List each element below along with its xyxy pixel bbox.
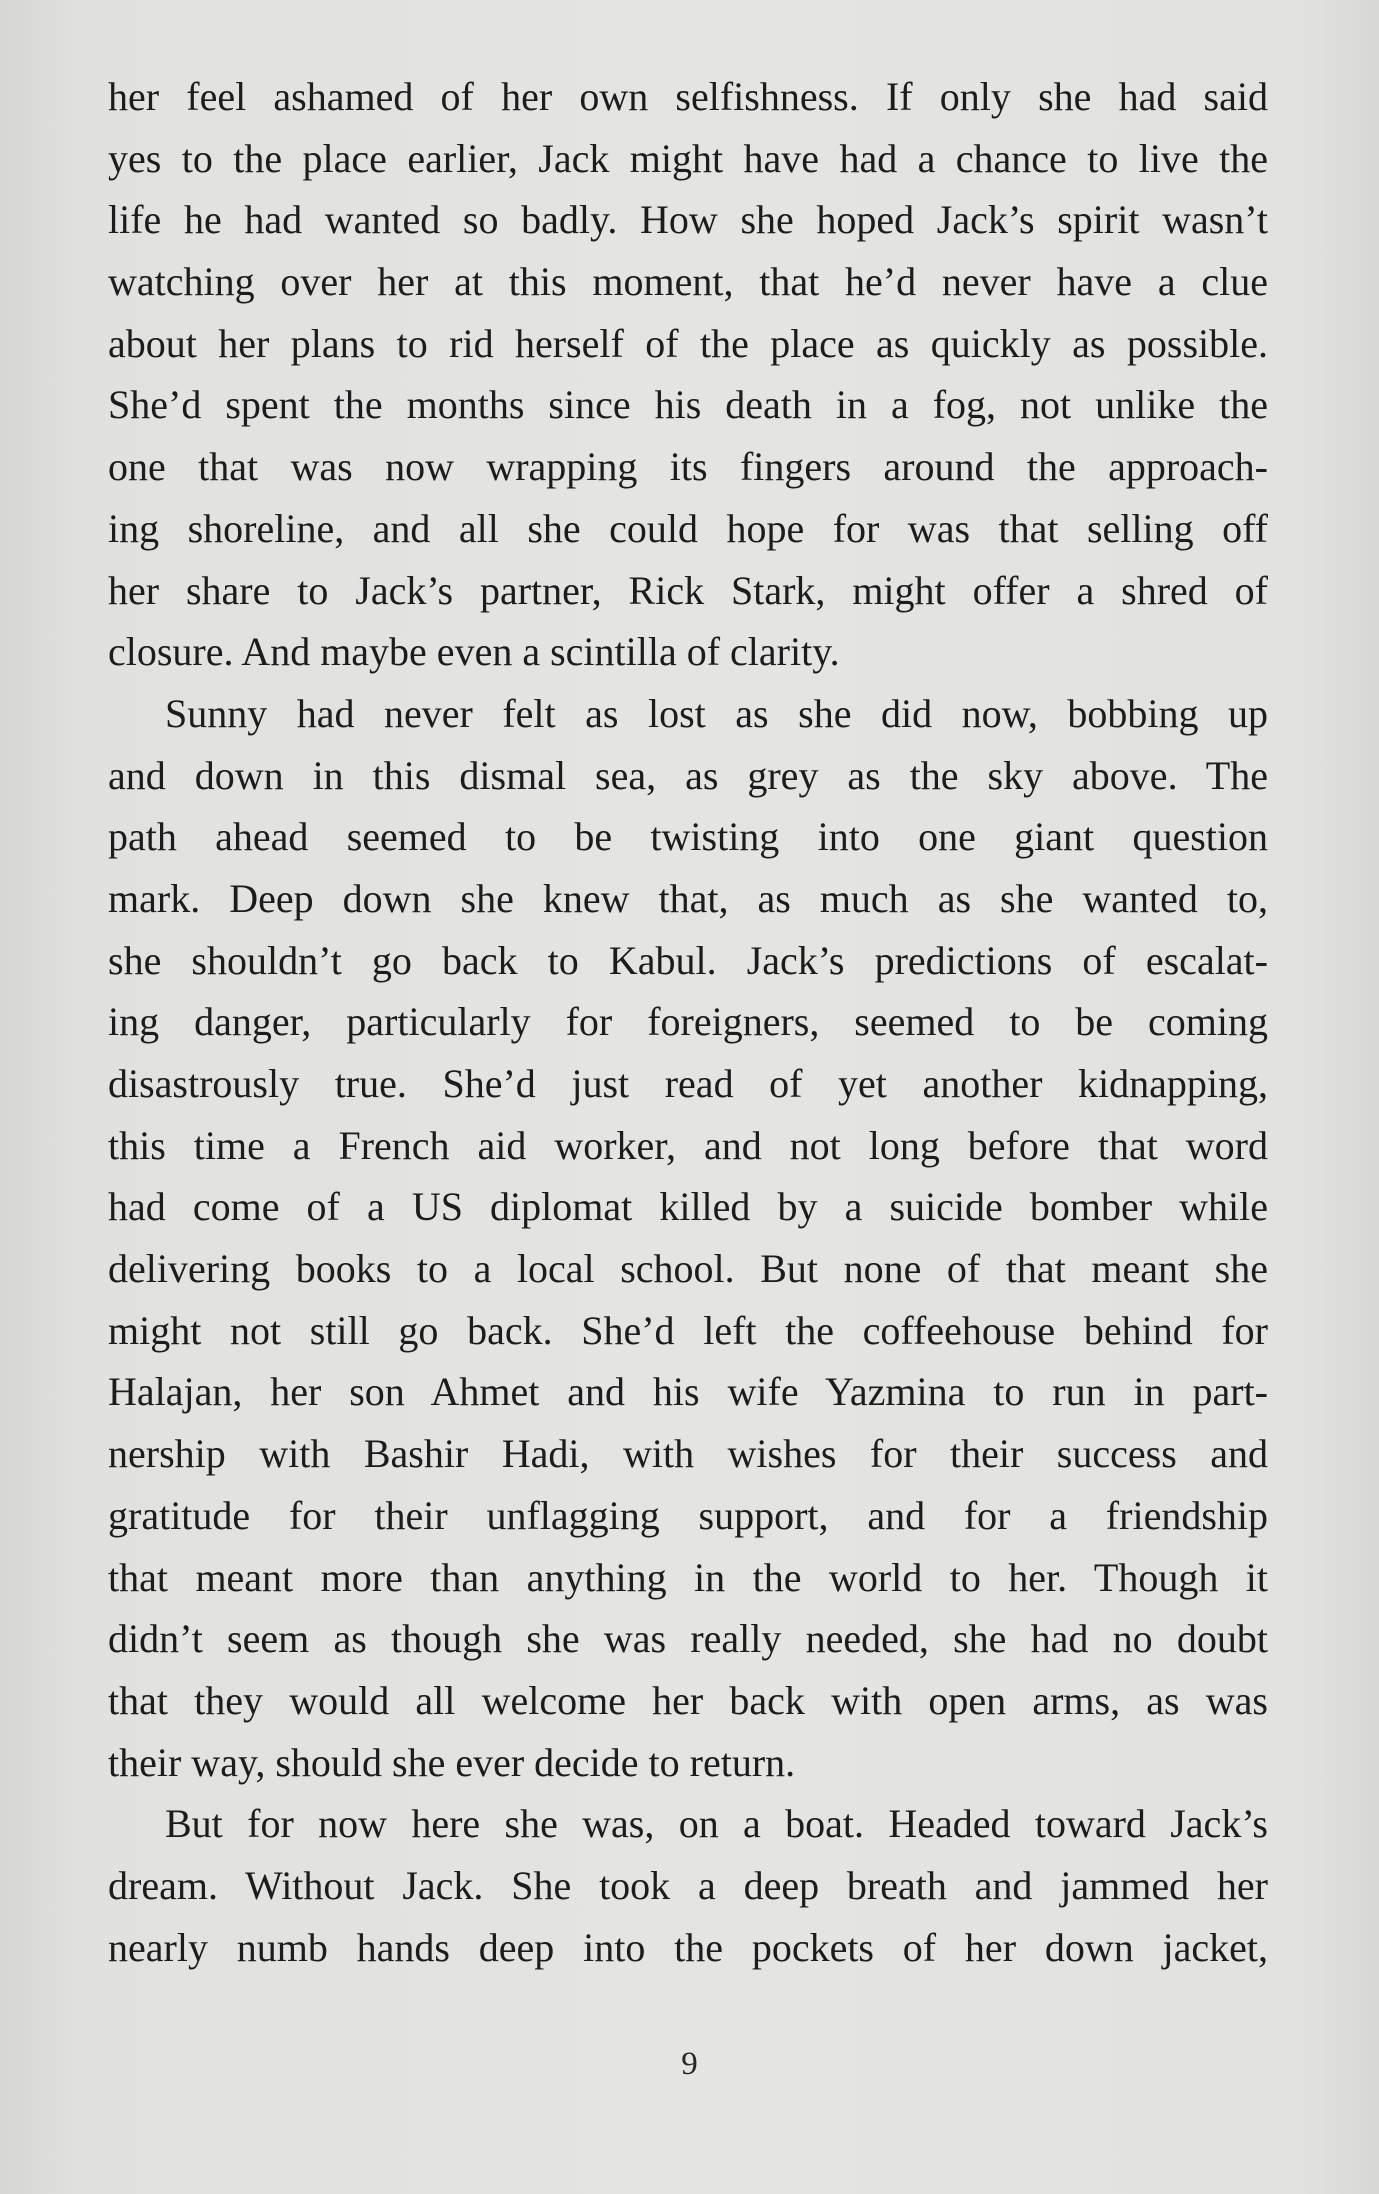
text-line: yes to the place earlier, Jack might have had a chance to live the: [108, 135, 1268, 181]
text-line: her share to Jack’s partner, Rick Stark, might offer a shred of: [108, 567, 1268, 613]
text-line: ing shoreline, and all she could hope for was that selling off: [108, 505, 1268, 551]
paragraph-1: [108, 66, 1268, 683]
text-line: watching over her at this moment, that he’d never have a clue: [108, 259, 1268, 305]
text-line: Halajan, her son Ahmet and his wife Yazmina to run in part-: [108, 1369, 1268, 1415]
text-line: and down in this dismal sea, as grey as the sky above. The: [108, 752, 1268, 798]
text-line: mark. Deep down she knew that, as much as she wanted to,: [108, 875, 1268, 921]
text-line: this time a French aid worker, and not long before that word: [108, 1122, 1268, 1168]
text-line: didn’t seem as though she was really needed, she had no doubt: [108, 1616, 1268, 1662]
text-line: But for now here she was, on a boat. Headed toward Jack’s: [165, 1801, 1268, 1847]
text-line: one that was now wrapping its fingers around the approach-: [108, 444, 1268, 490]
text-line: Sunny had never felt as lost as she did now, bobbing up: [165, 690, 1268, 736]
text-line: path ahead seemed to be twisting into one giant question: [108, 814, 1268, 860]
text-line: that they would all welcome her back with open arms, as was: [108, 1677, 1268, 1723]
paragraph-3: [108, 1793, 1268, 1978]
text-line: disastrously true. She’d just read of yet another kidnapping,: [108, 1061, 1268, 1106]
text-line: her feel ashamed of her own selfishness. If only she had said: [108, 74, 1268, 119]
text-line: life he had wanted so badly. How she hoped Jack’s spirit wasn’t: [108, 197, 1268, 243]
text-line: their way, should she ever decide to return.: [108, 1739, 796, 1785]
page-number: 9: [681, 2046, 698, 2082]
text-line: had come of a US diplomat killed by a suicide bomber while: [108, 1184, 1268, 1230]
text-line: She’d spent the months since his death in a fog, not unlike the: [108, 382, 1268, 428]
text-line: about her plans to rid herself of the place as quickly as possible.: [108, 320, 1268, 366]
text-line: gratitude for their unflagging support, and for a friendship: [108, 1492, 1268, 1538]
body-text: [108, 66, 1268, 1978]
text-line: might not still go back. She’d left the coffeehouse behind for: [108, 1307, 1268, 1353]
text-line: she shouldn’t go back to Kabul. Jack’s predictions of escalat-: [108, 937, 1268, 983]
text-line: that meant more than anything in the world to her. Though it: [108, 1554, 1268, 1600]
text-line: nership with Bashir Hadi, with wishes for their success and: [108, 1431, 1268, 1477]
text-line: dream. Without Jack. She took a deep breath and jammed her: [108, 1862, 1268, 1908]
text-line: nearly numb hands deep into the pockets of her down jacket,: [108, 1924, 1268, 1970]
text-line: ing danger, particularly for foreigners, seemed to be coming: [108, 999, 1268, 1045]
text-line: closure. And maybe even a scintilla of clarity.: [108, 629, 840, 675]
paragraph-2: [108, 683, 1268, 1793]
text-line: delivering books to a local school. But none of that meant she: [108, 1246, 1268, 1292]
